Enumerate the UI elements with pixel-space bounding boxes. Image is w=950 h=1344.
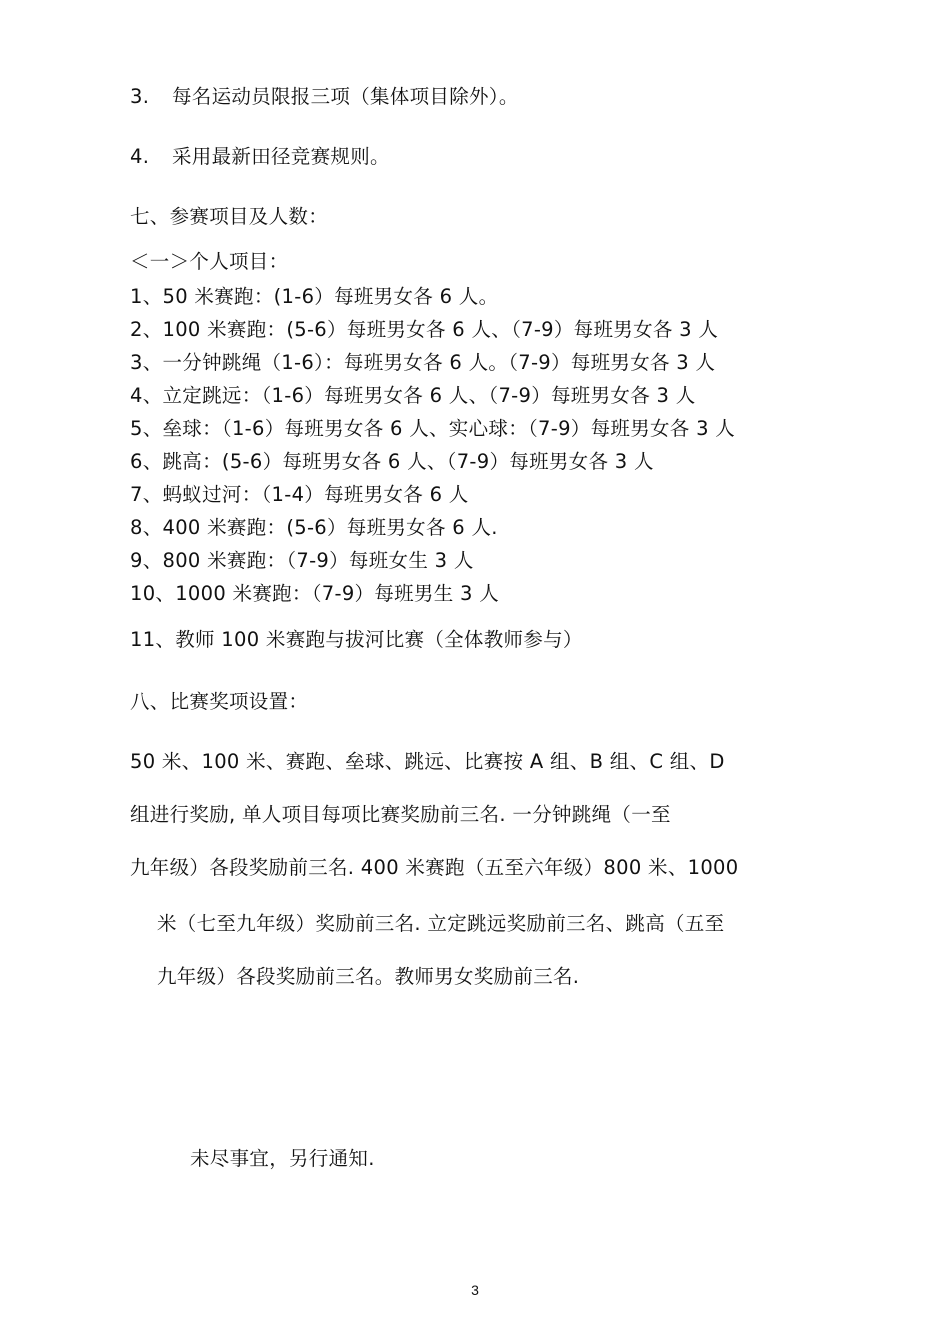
event-item: 3、一分钟跳绳（1-6）：每班男女各 6 人。（7-9）每班男女各 3 人 <box>130 351 716 374</box>
award-paragraph-line: 九年级）各段奖励前三名。教师男女奖励前三名. <box>157 965 580 988</box>
event-item: 5、垒球：（1-6）每班男女各 6 人、实心球：（7-9）每班男女各 3 人 <box>130 417 736 440</box>
event-item: 7、蚂蚁过河：（1-4）每班男女各 6 人 <box>130 483 469 506</box>
rule-text: 采用最新田径竞赛规则。 <box>172 145 390 168</box>
event-item: 6、跳高：(5-6）每班男女各 6 人、（7-9）每班男女各 3 人 <box>130 450 654 473</box>
award-paragraph-line: 米（七至九年级）奖励前三名. 立定跳远奖励前三名、跳高（五至 <box>157 912 725 935</box>
event-item: 1、50 米赛跑：(1-6）每班男女各 6 人。 <box>130 285 499 308</box>
award-paragraph-line: 50 米、100 米、赛跑、垒球、跳远、比赛按 A 组、B 组、C 组、D <box>130 750 725 773</box>
award-paragraph-line: 组进行奖励, 单人项目每项比赛奖励前三名. 一分钟跳绳（一至 <box>130 803 671 826</box>
closing-note: 未尽事宜，另行通知. <box>190 1147 375 1170</box>
event-item: 10、1000 米赛跑：（7-9）每班男生 3 人 <box>130 582 500 605</box>
section-8-heading: 八、比赛奖项设置： <box>130 690 309 713</box>
teacher-event-item: 11、教师 100 米赛跑与拔河比赛（全体教师参与） <box>130 628 583 651</box>
award-paragraph-line: 九年级）各段奖励前三名. 400 米赛跑（五至六年级）800 米、1000 <box>130 856 739 879</box>
rule-text: 每名运动员限报三项（集体项目除外）。 <box>172 85 519 108</box>
rule-item <box>130 144 390 170</box>
section-7-heading: 七、参赛项目及人数： <box>130 205 329 228</box>
section-7-subheading: ＜一＞个人项目： <box>130 250 289 273</box>
event-item: 4、立定跳远：（1-6）每班男女各 6 人、（7-9）每班男女各 3 人 <box>130 384 696 407</box>
event-item: 9、800 米赛跑：（7-9）每班女生 3 人 <box>130 549 474 572</box>
event-item: 2、100 米赛跑：(5-6）每班男女各 6 人、（7-9）每班男女各 3 人 <box>130 318 719 341</box>
event-item: 8、400 米赛跑：(5-6）每班男女各 6 人. <box>130 516 498 539</box>
rule-number: 4. <box>130 145 150 168</box>
rule-number: 3. <box>130 85 150 108</box>
page-number: 3 <box>471 1282 479 1298</box>
rule-item <box>130 84 519 110</box>
